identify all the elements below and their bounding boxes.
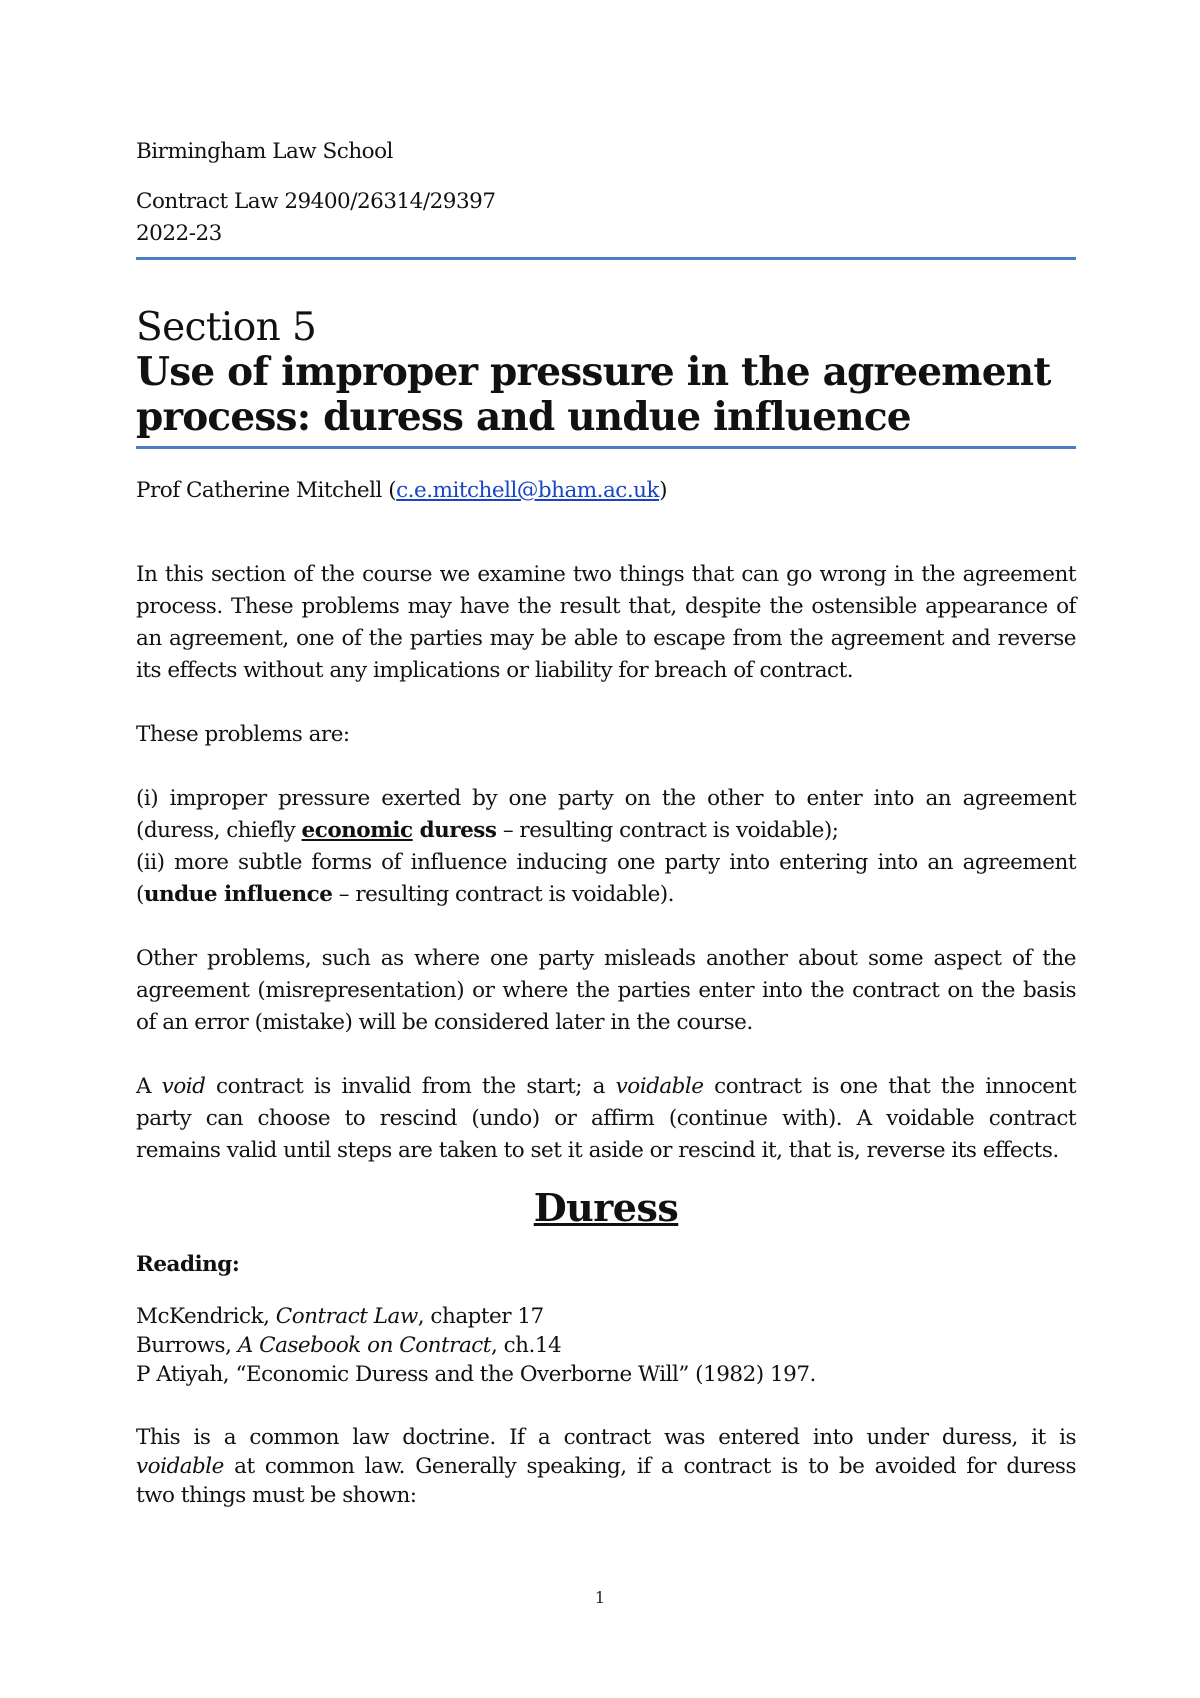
duress-line-3: two things must be shown: <box>136 1483 417 1508</box>
book-title: A Casebook on Contract <box>237 1333 491 1358</box>
void-line-2: party can choose to rescind (undo) or affirm (continue with). A voidable contract <box>136 1106 1076 1131</box>
other-line: agreement (misrepresentation) or where the parties enter into the contract on the basis <box>136 978 1076 1003</box>
text-run: contract is one that the innocent <box>703 1074 1076 1099</box>
duress-heading-text: Duress <box>533 1185 679 1230</box>
course-code: Contract Law 29400/26314/29397 <box>136 189 496 214</box>
other-line: Other problems, such as where one party misleads another about some aspect of the <box>136 946 1076 971</box>
page-number: 1 <box>594 1588 606 1607</box>
text-run: ( <box>136 882 144 907</box>
problem-item-1-line-1: (i) improper pressure exerted by one party on the other to enter into an agreement <box>136 786 1076 811</box>
void-line-1 <box>136 1071 1076 1103</box>
author-name: Prof Catherine Mitchell ( <box>136 478 397 503</box>
void-voidable-paragraph <box>136 1071 1076 1167</box>
other-problems-paragraph <box>136 943 1076 1039</box>
other-line: of an error (mistake) will be considered later in the course. <box>136 1010 753 1035</box>
text-run: (duress, chiefly <box>136 818 302 843</box>
academic-year: 2022-23 <box>136 221 222 246</box>
text-run: , chapter 17 <box>417 1304 544 1329</box>
problem-item-2-line-1: (ii) more subtle forms of influence inducing one party into entering into an agreement <box>136 850 1076 875</box>
school-name: Birmingham Law School <box>136 139 393 164</box>
economic-emphasis: economic <box>301 818 413 843</box>
reading-list <box>136 1301 1076 1391</box>
problems-list <box>136 783 1076 911</box>
undue-influence-emphasis: undue influence <box>143 882 333 907</box>
text-run: at common law. Generally speaking, if a contract is to be avoided for duress <box>223 1454 1076 1479</box>
duress-emphasis: duress <box>412 818 497 843</box>
book-title: Contract Law <box>275 1304 418 1329</box>
void-line-3: remains valid until steps are taken to set it aside or rescind it, that is, reverse its effects. <box>136 1138 1059 1163</box>
duress-heading <box>136 1183 1076 1233</box>
text-run: – resulting contract is voidable). <box>332 882 675 907</box>
intro-line: an agreement, one of the parties may be able to escape from the agreement and reverse <box>136 626 1076 651</box>
problem-item-1-line-2 <box>136 815 1076 847</box>
page-content <box>136 136 1076 1510</box>
reading-ref-1 <box>136 1301 1076 1333</box>
section-title-line-1: Use of improper pressure in the agreement <box>136 349 1051 395</box>
reading-label: Reading: <box>136 1252 240 1277</box>
text-run: McKendrick, <box>136 1304 276 1329</box>
section-title-line-2: process: duress and undue influence <box>136 394 911 440</box>
intro-line: In this section of the course we examine two things that can go wrong in the agreement <box>136 562 1076 587</box>
problems-lead: These problems are: <box>136 722 350 747</box>
author-suffix: ) <box>659 478 667 503</box>
text-run: Burrows, <box>136 1333 238 1358</box>
reading-ref-3: P Atiyah, “Economic Duress and the Overborne Will” (1982) 197. <box>136 1362 816 1387</box>
text-run: A <box>136 1074 162 1099</box>
text-run: – resulting contract is voidable); <box>496 818 839 843</box>
section-number: Section 5 <box>136 305 317 350</box>
text-run: , ch.14 <box>490 1333 562 1358</box>
problem-item-2-line-2 <box>136 879 1076 911</box>
voidable-term: voidable <box>136 1454 224 1479</box>
duress-line-1: This is a common law doctrine. If a contract was entered into under duress, it is <box>136 1425 1076 1450</box>
section-title <box>136 350 1076 440</box>
author-line <box>136 475 1076 507</box>
duress-line-2 <box>136 1452 1076 1481</box>
intro-paragraph <box>136 559 1076 687</box>
author-email-link[interactable]: c.e.mitchell@bham.ac.uk <box>396 478 660 503</box>
duress-intro-paragraph <box>136 1423 1076 1510</box>
intro-line: process. These problems may have the result that, despite the ostensible appearance of <box>136 594 1076 619</box>
intro-line: its effects without any implications or liability for breach of contract. <box>136 658 854 683</box>
text-run: contract is invalid from the start; a <box>205 1074 616 1099</box>
voidable-term: voidable <box>615 1074 704 1099</box>
void-term: void <box>161 1074 206 1099</box>
reading-ref-2 <box>136 1330 1076 1362</box>
